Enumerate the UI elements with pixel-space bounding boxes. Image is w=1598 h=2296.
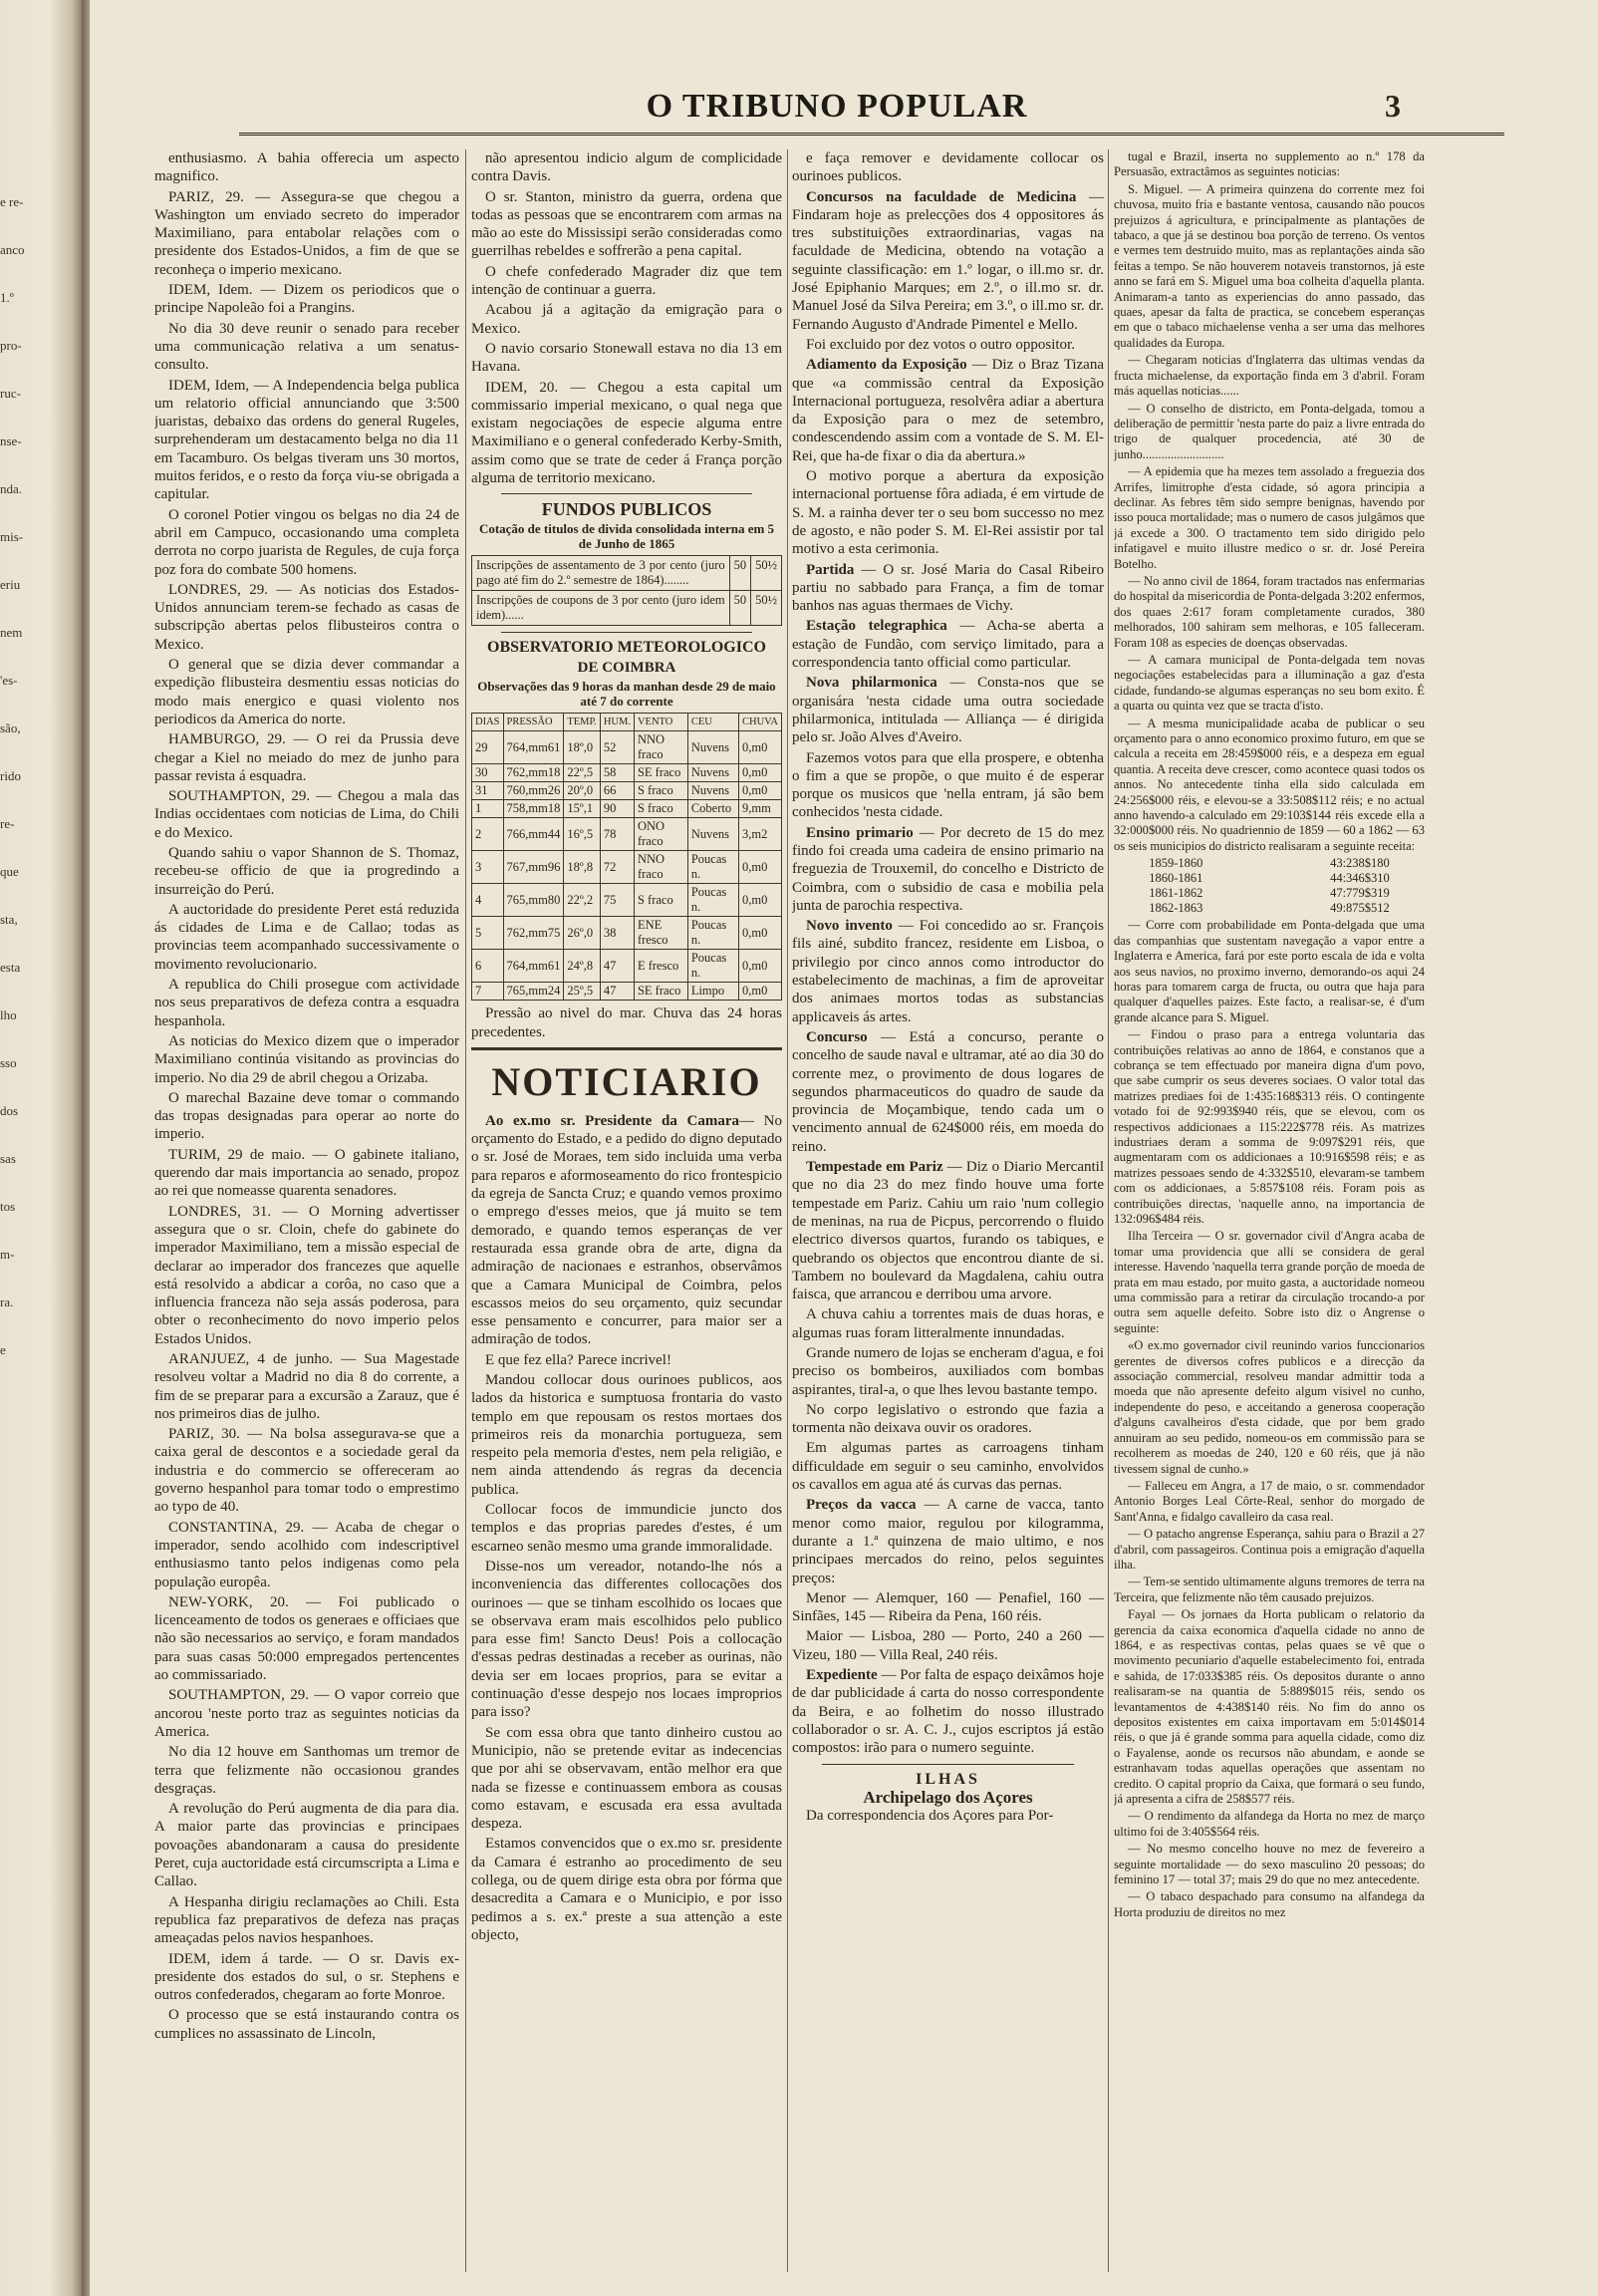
paragraph: — A epidemia que ha mezes tem assolado a freguezia dos Arrifes, limitrophe d'esta cidade, só agora principia a declinar. As febres têm sido sempre benignas, havendo por isso pouca mortalidade; mas o numero de casos julgâmos que já excede a 300. O tractamento tem sido dirigido pelo infatigavel e muito illustre medico o sr. dr. José Pereira Botelho. [1114, 464, 1425, 571]
table-row [472, 800, 782, 818]
table-cell: 1 [472, 800, 504, 818]
paragraph: IDEM, idem á tarde. — O sr. Davis ex-presidente dos estados do sul, o sr. Stephens e outros confederados, chegaram ao forte Monroe. [154, 1950, 459, 2004]
table-cell: S fraco [634, 800, 687, 818]
receita-years: 1862-1863 [1149, 901, 1203, 916]
section-divider [471, 1047, 782, 1050]
paragraph: — Corre com probabilidade em Ponta-delgada que uma das companhias que sustentam navegação a vapor entre a Inglaterra e America, fará por este porto escala de ida e volta aos seus navios, no proximo inverno, demorando-os aqui 24 horas para tomarem carga de fructa, ou outra que haja para qualquer d'aquelles paizes. Este facto, a realisar-se, é d'um grande alcance para S. Miguel. [1114, 918, 1425, 1024]
paragraph: LONDRES, 29. — As noticias dos Estados-Unidos annunciam terem-se fechado as casas de subscripção abertas pelos flibusteiros contra o Mexico. [154, 581, 459, 653]
table-cell: 24º,8 [564, 950, 600, 983]
news-item-text: Foi excluido por dez votos o outro oppositor. [806, 336, 1075, 353]
paragraph: HAMBURGO, 29. — O rei da Prussia deve chegar a Kiel no meiado do mez de junho para passar revista á esquadra. [154, 731, 459, 784]
news-item-text: — Diz o Diario Mercantil que no dia 23 do mez findo houve uma forte tempestade em Pariz. Cahiu um raio 'num collegio de meninas, na rua de Picpus, percorrendo o fluido electrico diversos quartos, furando os tabiques, e quebrando os objectos que encontrou diante de si. Tambem no boulevard da Magdalena, cahiu outra faisca, que arrancou e derribou uma arvore. [792, 1159, 1104, 1303]
column-1 [154, 149, 459, 2272]
paragraph: «O ex.mo governador civil reunindo varios funccionarios gerentes de diversos cofres publicos e a direcção da associação commercial, resolveu mandar admittir toda a moeda que não apresente defeito algum visivel no cunho, independente do peso, e acceitando a generosa cooperação d'alguns cavalheiros d'esta cidade, que por bem grado annuiram ao seu pedido, nomeou-os em commissão para se recolherem as moedas de 240, 120 e 60 réis, que já não tivessem signal de cunho.» [1114, 1338, 1425, 1476]
paragraph: O processo que se está instaurando contra os cumplices no assassinato de Lincoln, [154, 2007, 459, 2042]
table-cell: 3,m2 [739, 818, 782, 851]
left-page-fragment: anco [0, 242, 25, 257]
paragraph: — O patacho angrense Esperança, sahiu para o Brazil a 27 d'abril, com passageiros. Continua pois a emigração d'aquella ilha. [1114, 1527, 1425, 1572]
paragraph: No dia 30 deve reunir o senado para receber uma communicação relativa a um senatus-consulto. [154, 320, 459, 374]
news-item-text: — Acha-se aberta a estação de Fundão, com serviço limitado, para a correspondencia tanto official como particular. [792, 618, 1104, 672]
paragraph: Se com essa obra que tanto dinheiro custou ao Municipio, não se pretende evitar as indecencias que por ahi se observavam, então melhor era que nada se fizesse e continuassem embora as cousas como estavam, e escusada era essa avultada despeza. [471, 1724, 782, 1833]
paragraph: Fayal — Os jornaes da Horta publicam o relatorio da gerencia da caixa economica d'aquella cidade no anno de 1864, e as respectivas contas, pelas quaes se vê que o movimento pecuniario d'aquelle estabelecimento foi, entrada e sahida, de 17:033$385 réis. Os depositos durante o anno realisaram-se na quantia de 5:889$015 réis, sendo os levantamentos de 4:438$140 réis. No fim do anno os depositos existentes em caixa importavam em 5:014$014 réis, o que já é grande somma para aquella cidade, como diz o Fayalense, aonde os recursos não abundam, e aonde se estranhavam todas aquellas operações que assentam no credito. O capital proprio da Caixa, que formará o seu fundo, já apresenta a cifra de 258$577 réis. [1114, 1607, 1425, 1807]
table-row [472, 764, 782, 782]
column-header: VENTO [634, 714, 687, 731]
table-cell: 762,mm75 [503, 917, 564, 950]
news-item-text: — O sr. José Maria do Casal Ribeiro partiu no sabbado para França, a fim de tomar banhos nas aguas thermaes de Vichy. [792, 561, 1104, 615]
news-item-text: — Consta-nos que se organisára 'nesta cidade uma outra sociedade philarmonica, intitulada — Alliança — é dirigida pelo sr. João Alves d'Aveiro. [792, 675, 1104, 746]
table-cell: 0,m0 [739, 782, 782, 800]
table-cell: 16º,5 [564, 818, 600, 851]
table-cell: Limpo [687, 983, 738, 1001]
fundos-subtitle: Cotação de titulos de divida consolidada interna em 5 de Junho de 1865 [478, 520, 775, 551]
paragraph: A revolução do Perú augmenta de dia para dia. A maior parte das provincias e principaes povoações abandonaram a causa do presidente Peret, cuja auctoridade está circumscripta a Lima e Callao. [154, 1801, 459, 1890]
news-item-text: No corpo legislativo o estrondo que fazia a tormenta não deixava ouvir os oradores. [792, 1401, 1104, 1437]
news-item [792, 1028, 1104, 1156]
news-item-text: — Está a concurso, perante o concelho de saude naval e ultramar, até ao dia 30 do corrente mez, o provimento de dous logares de segundos pharmaceuticos do quadro de saude da provincia de Moçambique, tendo cada um o vencimento annual de 624$000 réis, em moeda do reino. [792, 1028, 1104, 1155]
left-page-fragment: são, [0, 720, 21, 735]
observatorio-place: DE COIMBRA [577, 659, 676, 676]
paragraph: — Chegaram noticias d'Inglaterra das ultimas vendas da fructa michaelense, da exportação finda em 3 d'abril. Foram más aquellas noticias...... [1114, 353, 1425, 399]
table-header-row [472, 714, 782, 731]
news-item-title: Adiamento da Exposição [806, 357, 967, 374]
archipelago-heading: Archipelago dos Açores [863, 1787, 1033, 1807]
news-item [792, 1666, 1104, 1757]
news-item-text: — A carne de vacca, tanto menor como maior, regulou por kilogramma, durante a 1.ª quinzena de maio ultimo, e nos principaes mercados do reino, pelos seguintes preços: [792, 1497, 1104, 1586]
paragraph: PARIZ, 30. — Na bolsa assegurava-se que a caixa geral de descontos e a sociedade geral da industria e do commercio se offereceram ao governo hespanhol para tomar todo o emprestimo ao typo de 40. [154, 1426, 459, 1516]
lead-title: Ao ex.mo sr. Presidente da Camara [485, 1112, 739, 1129]
receita-years: 1859-1860 [1149, 856, 1203, 871]
paragraph: A republica do Chili prosegue com actividade nos seus preparativos de defeza contra a esquadra hespanhola. [154, 977, 459, 1029]
receita-years: 1860-1861 [1149, 871, 1203, 886]
paragraph: — O tabaco despachado para consumo na alfandega da Horta produziu de direitos no mez [1114, 1889, 1425, 1919]
table-cell: 52 [600, 731, 634, 764]
column-3 [792, 149, 1104, 2272]
news-item [792, 1496, 1104, 1586]
fundos-desc: Inscripções de assentamento de 3 por cento (juro pago até fim do 2.º semestre de 1864)........ [472, 555, 730, 590]
table-cell: 72 [600, 851, 634, 884]
table-cell: 0,m0 [739, 731, 782, 764]
fundos-value: 50½ [751, 590, 782, 625]
news-item [792, 1401, 1104, 1438]
left-page-fragment: tos [0, 1199, 16, 1214]
table-cell: 766,mm44 [503, 818, 564, 851]
receita-amount: 43:238$180 [1330, 856, 1390, 871]
page-number: 3 [1385, 88, 1401, 124]
table-cell: 75 [600, 884, 634, 917]
table-cell: Nuvens [687, 731, 738, 764]
table-cell: 0,m0 [739, 851, 782, 884]
left-page-fragment: m- [0, 1247, 15, 1262]
table-row [472, 555, 782, 590]
table-cell: 26º,0 [564, 917, 600, 950]
table-cell: NNO fraco [634, 851, 687, 884]
masthead-title: O TRIBUNO POPULAR [646, 88, 1028, 125]
news-item [792, 561, 1104, 616]
left-page-fragment: rido [0, 768, 21, 783]
paragraph: — Tem-se sentido ultimamente alguns tremores de terra na Terceira, que felizmente não têm causado prejuizos. [1114, 1575, 1425, 1604]
paragraph: LONDRES, 31. — O Morning advertisser assegura que o sr. Cloin, chefe do gabinete do imperador Maximiliano, tem a missão especial de declarar ao imperador dos francezes que aquelle está resolvido a abdicar a corôa, no caso que a influencia franceza não seja assás poderosa, para obter o reconhecimento do novo imperio pelos Estados Unidos. [154, 1203, 459, 1347]
news-item-text: — Foi concedido ao sr. François fils ainé, subdito francez, residente em Lisboa, o privilegio por cinco annos como introductor do estabelecimento de machinas, a fim de aproveitar dos animaes mortos todas as substancias applicaveis ás artes. [792, 918, 1104, 1025]
column-header: CHUVA [739, 714, 782, 731]
column-header: TEMP. [564, 714, 600, 731]
table-cell: Coberto [687, 800, 738, 818]
news-item [792, 1158, 1104, 1303]
receita-amount: 47:779$319 [1330, 886, 1390, 901]
paragraph: O coronel Potier vingou os belgas no dia 24 de abril em Campuco, occasionando uma completa derrota no corpo juarista de Regules, de cuja força poz fora do combate 500 homens. [154, 506, 459, 578]
table-cell: 0,m0 [739, 983, 782, 1001]
paragraph: não apresentou indicio algum de complicidade contra Davis. [471, 150, 782, 185]
paragraph: IDEM, 20. — Chegou a esta capital um commissario imperial mexicano, o qual nega que existam negociações de especie alguma entre Maximiliano e o general confederado Kerby-Smith, assim como que se trate de ceder á França porção alguma de territorio mexicano. [471, 379, 782, 487]
table-cell: ENE fresco [634, 917, 687, 950]
paragraph: enthusiasmo. A bahia offerecia um aspecto magnifico. [154, 150, 459, 185]
table-row [472, 983, 782, 1001]
paragraph: IDEM, Idem, — A Independencia belga publica um relatorio official annunciando que 3:500 juaristas, debaixo das ordens do general Rugeles, surprehenderam um destacamento belga no dia 11 em Tacamburo. Os belgas tiveram uns 30 mortos, muitos feridos, e o resto da força viu-se obrigada a capitular. [154, 377, 459, 503]
paragraph: Quando sahiu o vapor Shannon de S. Thomaz, recebeu-se officio de que ia progredindo a insurreição do Perú. [154, 844, 459, 898]
table-cell: 6 [472, 950, 504, 983]
news-item [792, 336, 1104, 354]
paragraph: — A mesma municipalidade acaba de publicar o seu orçamento para o anno economico proximo futuro, em que se calcula a receita em 28:459$000 réis, e a despeza em egual quantia. A receita deve crescer, como acontece quasi todos os annos. No antecedente tinha ella sido calculada em 24:256$000 réis, e elevou-se a 33:508$112 réis; e no actual anno havendo-a calculado em 29:103$144 réis excede ella a 32:000$000 réis. No quadriennio de 1859 — 60 a 1862 — 63 os seis municipios do districto realisaram a seguinte receita: [1114, 716, 1425, 853]
receita-amount: 44:346$310 [1330, 871, 1390, 886]
table-cell: Poucas n. [687, 950, 738, 983]
table-cell: Poucas n. [687, 884, 738, 917]
table-cell: 0,m0 [739, 950, 782, 983]
paragraph: — O conselho de districto, em Ponta-delgada, tomou a deliberação de permittir 'nesta parte do paiz a livre entrada do trigo de qualquer procedencia, até 30 de junho.......................... [1114, 401, 1425, 461]
paragraph: ARANJUEZ, 4 de junho. — Sua Magestade resolveu voltar a Madrid no dia 8 do corrente, a fim de se preparar para a excursão a Zarauz, que é nos primeiros dias de julho. [154, 1351, 459, 1422]
table-row [472, 950, 782, 983]
table-cell: 20º,0 [564, 782, 600, 800]
observatorio-footer: Pressão ao nivel do mar. Chuva das 24 horas precedentes. [471, 1005, 782, 1040]
table-cell: 764,mm61 [503, 731, 564, 764]
fundos-value: 50 [729, 555, 751, 590]
left-page-fragment: lho [0, 1007, 17, 1022]
table-cell: Poucas n. [687, 917, 738, 950]
column-2 [471, 149, 782, 2272]
observatorio-table [471, 713, 782, 1001]
paragraph: Ilha Terceira — O sr. governador civil d'Angra acaba de tomar uma providencia que alli se considera de geral interesse. Havendo 'naquella terra grande porção de moeda de prata em mau estado, por muito gasta, a auctoridade nomeou uma commissão para a retirar da circulação trocando-a por outra sem aquelle defeito. Sobre isto diz o Angrense o seguinte: [1114, 1229, 1425, 1335]
news-item-text: Grande numero de lojas se encheram d'agua, e foi preciso os bombeiros, auxiliados com bombas aspirantes, tiral-a, o que lhes levou bastante tempo. [792, 1345, 1104, 1398]
table-row [1145, 901, 1394, 916]
column-header: DIAS [472, 714, 504, 731]
receita-amount: 49:875$512 [1330, 901, 1390, 916]
news-item-title: Nova philarmonica [806, 675, 937, 692]
news-item [792, 467, 1104, 558]
paragraph: A Hespanha dirigiu reclamações ao Chili. Esta republica faz preparativos de defeza nas praças ameaçadas pelos navios hespanhoes. [154, 1893, 459, 1947]
news-item [792, 917, 1104, 1026]
left-page-fragment: eriu [0, 577, 21, 592]
table-row [472, 884, 782, 917]
left-page-fragment: nda. [0, 481, 23, 496]
table-cell: 765,mm80 [503, 884, 564, 917]
paragraph: SOUTHAMPTON, 29. — O vapor correio que ancorou 'neste porto traz as seguintes noticias da America. [154, 1687, 459, 1740]
table-cell: 18º,8 [564, 851, 600, 884]
news-item [792, 1589, 1104, 1626]
table-cell: 78 [600, 818, 634, 851]
table-cell: 66 [600, 782, 634, 800]
table-cell: Poucas n. [687, 851, 738, 884]
fundos-value: 50½ [751, 555, 782, 590]
news-item [792, 1627, 1104, 1664]
paragraph: — No mesmo concelho houve no mez de fevereiro a seguinte mortalidade — do sexo masculino 20 pessoas; do feminino 17 — total 37; mais 29 do que no mez antecedente. [1114, 1842, 1425, 1887]
paragraph: Acabou já a agitação da emigração para o Mexico. [471, 302, 782, 337]
news-item-title: Estação telegraphica [806, 618, 947, 635]
table-cell: 3 [472, 851, 504, 884]
paragraph: O chefe confederado Magrader diz que tem intenção de continuar a guerra. [471, 263, 782, 299]
noticiario-heading: NOTICIARIO [491, 1058, 762, 1104]
fundos-title: FUNDOS PUBLICOS [541, 499, 712, 520]
left-page-fragment: re- [0, 816, 15, 831]
news-item [792, 188, 1104, 334]
table-row [472, 851, 782, 884]
table-cell: 762,mm18 [503, 764, 564, 782]
table-cell: 22º,2 [564, 884, 600, 917]
table-cell: 7 [472, 983, 504, 1001]
table-row [1145, 856, 1394, 871]
table-cell: 767,mm96 [503, 851, 564, 884]
left-page-fragment: nem [0, 625, 23, 640]
paragraph: PARIZ, 29. — Assegura-se que chegou a Washington um enviado secreto do imperador Maximiliano, para entabolar relações com o presidente dos Estados-Unidos, a fim de que se reconheça o imperio mexicano. [154, 188, 459, 278]
news-item-title: Novo invento [806, 918, 893, 935]
left-page-fragment: que [0, 864, 19, 879]
paragraph: — O rendimento da alfandega da Horta no mez de março ultimo foi de 3:405$564 réis. [1114, 1809, 1425, 1839]
header-rule [239, 133, 1504, 136]
table-cell: 760,mm26 [503, 782, 564, 800]
paragraph: IDEM, Idem. — Dizem os periodicos que o principe Napoleão foi a Prangins. [154, 282, 459, 317]
news-item-text: A chuva cahiu a torrentes mais de duas horas, e algumas ruas foram litteralmente innundadas. [792, 1306, 1104, 1341]
left-facing-page [0, 0, 82, 2296]
book-spine [82, 0, 90, 2296]
table-cell: 58 [600, 764, 634, 782]
section-divider [501, 493, 752, 494]
paragraph: As noticias do Mexico dizem que o imperador Maximiliano continúa visitando as provincias do imperio. No dia 29 de abril chegou a Orizaba. [154, 1032, 459, 1086]
paragraph: Disse-nos um vereador, notando-lhe nós a inconveniencia das differentes collocações dos ourinoes — que se tinham escolhido os locaes que se observava eram mais escolhidos pelo publico para esse fim! Sancto Deus! Pois a collocação d'essas pedras destinadas a receber as ourinas, não devia ser em locaes proprios, para se evitar a continuação d'esse despejo nos locaes improprios para isso? [471, 1558, 782, 1721]
paragraph: O marechal Bazaine deve tomar o commando das tropas designadas para operar ao norte do imperio. [154, 1089, 459, 1143]
news-item-text: — Diz o Braz Tizana que «a commissão central da Exposição Internacional portugueza, resolvêra adiar a abertura da Exposição para o mez de setembro, condescendendo assim com a vontade de S. M. El-Rei, que ha-de fixar o dia da abertura.» [792, 357, 1104, 464]
table-cell: 765,mm24 [503, 983, 564, 1001]
section-divider [822, 1764, 1074, 1765]
table-cell: 5 [472, 917, 504, 950]
paragraph: E que fez ella? Parece incrivel! [485, 1351, 671, 1368]
left-page-fragment: ra. [0, 1294, 14, 1309]
news-item [792, 356, 1104, 465]
table-cell: SE fraco [634, 983, 687, 1001]
paragraph: — A camara municipal de Ponta-delgada tem novas negociações estabelecidas para a illuminação a gaz d'esta cidade, fundando-se algumas esperanças no seu bom exito. É a quarta ou quinta vez que se tracta d'isto. [1114, 653, 1425, 714]
table-cell: 90 [600, 800, 634, 818]
fundos-table [471, 555, 782, 626]
news-item-text: Em algumas partes as carroagens tinham difficuldade em seguir o seu caminho, envolvidos os cavallos em agua até ás curvas das pernas. [792, 1440, 1104, 1494]
news-item-title: Preços da vacca [806, 1497, 917, 1514]
paragraph: Da correspondencia dos Açores para Por- [806, 1808, 1054, 1825]
paragraph: A auctoridade do presidente Peret está reduzida ás cidades de Lima e de Callao; todas as provincias teem acompanhado successivamente o movimento revolucionario. [154, 901, 459, 973]
paragraph [471, 1112, 782, 1349]
table-cell: SE fraco [634, 764, 687, 782]
newspaper-page [90, 0, 1598, 2296]
observatorio-title: OBSERVATORIO METEOROLOGICO [487, 638, 766, 656]
news-item [792, 617, 1104, 672]
table-cell: E fresco [634, 950, 687, 983]
paragraph: No dia 12 houve em Santhomas um tremor de terra que felizmente não occasionou grandes desgraças. [154, 1744, 459, 1797]
left-page-fragment: sta, [0, 912, 18, 927]
table-cell: 30 [472, 764, 504, 782]
news-item [792, 824, 1104, 915]
table-cell: 47 [600, 950, 634, 983]
left-page-fragment: mis- [0, 529, 24, 544]
ilhas-heading: ILHAS [916, 1770, 980, 1788]
paragraph: tugal e Brazil, inserta no supplemento ao n.º 178 da Persuasão, extractâmos as seguintes noticias: [1114, 149, 1425, 179]
table-cell: 31 [472, 782, 504, 800]
left-page-fragment: e [0, 1342, 6, 1357]
table-cell: 47 [600, 983, 634, 1001]
news-item [792, 1439, 1104, 1494]
table-cell: 758,mm18 [503, 800, 564, 818]
paragraph: Estamos convencidos que o ex.mo sr. presidente da Camara é estranho ao procedimento de seu collega, ou de quem dirige esta obra por fórma que desacredita a Camara e o Municipio, e por isso pedimos a s. ex.ª preste a sua attenção a este objecto, [471, 1836, 782, 1943]
paragraph: O general que se dizia dever commandar a expedição flibusteira desmentiu essas noticias do modo mais energico e quasi violento nos periodicos da America do norte. [154, 657, 459, 727]
table-row [1145, 886, 1394, 901]
column-rule [787, 149, 788, 2272]
lead-text: — No orçamento do Estado, e a pedido do digno deputado o sr. José de Moraes, tem sido incluida uma verba para reparos e aformoseamento do rico frontespicio da egreja de Sancta Cruz; e quando vemos proximo o emprego d'esses meios, que já muito se tem demorado, e quando temos esperanças de ver restaurada essa grande obra de arte, digna da admiração de nacionaes e estranhos, observâmos que a Camara Municipal de Coimbra, pelos escassos meios do seu orçamento, quiz secundar esse pensamento e concurrer, para maior ser a admiração de todos. [471, 1112, 782, 1348]
news-item-title: Concursos na faculdade de Medicina [806, 188, 1077, 205]
left-page-fragment: e re- [0, 194, 24, 209]
table-cell: Nuvens [687, 764, 738, 782]
left-page-fragment: sso [0, 1055, 17, 1070]
table-row [472, 917, 782, 950]
table-row [472, 590, 782, 625]
paragraph: NEW-YORK, 20. — Foi publicado o licenceamento de todos os generaes e officiaes que não são necessarios ao serviço, e foram mandados para suas casas 50:000 empregados pertencentes ao commissariado. [154, 1593, 459, 1684]
table-cell: Nuvens [687, 782, 738, 800]
table-cell: S fraco [634, 884, 687, 917]
column-header: PRESSÃO [503, 714, 564, 731]
paragraph: e faça remover e devidamente collocar os ourinoes publicos. [792, 150, 1104, 185]
table-row [1145, 871, 1394, 886]
news-item [792, 674, 1104, 746]
table-cell: 2 [472, 818, 504, 851]
receita-years: 1861-1862 [1149, 886, 1203, 901]
fundos-value: 50 [729, 590, 751, 625]
left-page-fragment: sas [0, 1151, 16, 1166]
news-item [792, 749, 1104, 822]
news-item-text: O motivo porque a abertura da exposição internacional portuense fôra adiada, é em virtude de S. M. a rainha dever ter o seu bom successo no mez de agosto, e não poder S. M. El-Rei assistir por tal motivo a esta cerimonia. [792, 468, 1104, 558]
table-cell: 4 [472, 884, 504, 917]
news-item-text: — Por decreto de 15 do mez findo foi creada uma cadeira de ensino primario na freguezia de Trouxemil, do concelho e Districto de Coimbra, com o subsidio de casa e mobilia pela junta de parochia respectiva. [792, 824, 1104, 914]
news-item-title: Concurso [806, 1028, 868, 1045]
news-item [792, 1344, 1104, 1399]
table-row [472, 818, 782, 851]
column-rule [465, 149, 466, 2272]
column-header: HUM. [600, 714, 634, 731]
table-cell: 0,m0 [739, 884, 782, 917]
news-item [792, 1305, 1104, 1342]
news-item-title: Tempestade em Pariz [806, 1159, 943, 1176]
left-page-fragment: pro- [0, 338, 22, 353]
table-cell: S fraco [634, 782, 687, 800]
table-cell: NNO fraco [634, 731, 687, 764]
paragraph: O sr. Stanton, ministro da guerra, ordena que todas as pessoas que se encontrarem com armas na mão ao este do Mississipi serão consideradas como guerrilhas rebeldes e soffrerão a pena capital. [471, 188, 782, 260]
paragraph: CONSTANTINA, 29. — Acaba de chegar o imperador, sendo acolhido com indescriptivel enthusiasmo tanto pelos indigenas como pela população europêa. [154, 1519, 459, 1590]
column-4 [1114, 149, 1425, 2272]
paragraph: O navio corsario Stonewall estava no dia 13 em Havana. [471, 340, 782, 376]
column-header: CEU [687, 714, 738, 731]
paragraph: Mandou collocar dous ourinoes publicos, aos lados da historica e sumptuosa frontaria do vasto templo em que repousam os restos mortaes dos primeiros reis da monarchia portugueza, sem respeito pela memoria d'estes, nem pela religião, e nem ainda attendendo ás regras da decencia publica. [471, 1371, 782, 1498]
left-page-fragment: 'es- [0, 673, 18, 688]
paragraph: — Falleceu em Angra, a 17 de maio, o sr. commendador Antonio Borges Leal Côrte-Real, senhor do morgado de Sant'Anna, e fidalgo cavalleiro da casa real. [1114, 1478, 1425, 1524]
paragraph: Collocar focos de immundicie juncto dos templos e das proprias paredes d'estes, é um escarneo senão mesmo uma grande immoralidade. [471, 1502, 782, 1555]
left-page-fragment: ruc- [0, 386, 21, 401]
table-cell: 25º,5 [564, 983, 600, 1001]
news-item-text: Menor — Alemquer, 160 — Penafiel, 160 — Sinfães, 145 — Ribeira da Pena, 160 réis. [792, 1589, 1104, 1625]
section-divider [501, 632, 752, 633]
table-cell: Nuvens [687, 818, 738, 851]
table-row [472, 731, 782, 764]
left-page-fragment: dos [0, 1103, 19, 1118]
paragraph: SOUTHAMPTON, 29. — Chegou a mala das Indias occidentaes com noticias de Lima, do Chili e do Mexico. [154, 788, 459, 841]
paragraph: — No anno civil de 1864, foram tractados nas enfermarias do hospital da misericordia de Ponta-delgada 3:202 enfermos, dos quaes 2:617 foram completamente curados, 380 melhorados, 100 sahiram sem melhoras, e 105 falleceram. Foram 108 as especies de doenças observadas. [1114, 573, 1425, 650]
news-item-title: Partida [806, 561, 855, 578]
fundos-desc: Inscripções de coupons de 3 por cento (juro idem idem)...... [472, 590, 730, 625]
observatorio-subtitle: Observações das 9 horas da manhan desde 29 de maio até 7 do corrente [477, 679, 776, 710]
table-cell: 22º,5 [564, 764, 600, 782]
news-item-text: — Por falta de espaço deixâmos hoje de dar publicidade á carta do nosso correspondente da Beira, e ao folhetim do nosso illustrado collaborador o sr. A. C. J., cujos escriptos já estão compostos: irão para o numero seguinte. [792, 1667, 1104, 1757]
table-cell: ONO fraco [634, 818, 687, 851]
news-item-text: Maior — Lisboa, 280 — Porto, 240 a 260 — Vizeu, 180 — Villa Real, 240 réis. [792, 1628, 1104, 1663]
paragraph: — Findou o praso para a entrega voluntaria das contribuições relativas ao anno de 1864, e constanos que a cobrança se tem effectuado por maneira digna d'um povo, que sabe cumprir os seus deveres sociaes. O valor total das matrizes prediaes foi de 1:435:168$313 réis. O contingente votado foi de 92:993$940 réis, que se elevou, com os respectivos addicionaes a 115:222$778 réis. As matrizes industriaes deram a somma de 9:097$291 réis, que augmentaram com os addicionaes a 10:916$598 réis; e as matrizes pessoaes sendo de 4:332$510, elevaram-se tambem com os addicionaes, a 5:857$108 réis. Foram pois as contribuições directas, 'naquelle anno, na importancia de 132:096$484 réis. [1114, 1027, 1425, 1226]
table-cell: 9,mm [739, 800, 782, 818]
column-rule [1108, 149, 1109, 2272]
table-cell: 29 [472, 731, 504, 764]
table-cell: 764,mm61 [503, 950, 564, 983]
left-page-fragment: esta [0, 960, 21, 975]
paragraph: S. Miguel. — A primeira quinzena do corrente mez foi chuvosa, muito fria e bastante ventosa, causando não poucos prejuizos á agricultura, e principalmente as plantações de tabaco, a que já se destinou boa porção de terreno. Os ventos e vermes tem destruido muito, mas as replantações ainda são feitas a tempo. Se não houverem notaveis transtornos, já este anno se fará em S. Miguel uma boa colheita d'aquella planta. Animaram-a tanto as experiencias do anno passado, das quaes, apesar da falta de practica, se concebem esperanças em que o tabaco michaelense venha a ser uma das melhores qualidades da Europa. [1114, 181, 1425, 350]
news-item-title: Ensino primario [806, 824, 914, 841]
table-cell: 38 [600, 917, 634, 950]
table-row [472, 782, 782, 800]
news-item-title: Expediente [806, 1667, 878, 1684]
left-page-fragment: nse- [0, 433, 22, 448]
table-cell: 0,m0 [739, 917, 782, 950]
left-page-fragment: 1.º [0, 290, 14, 305]
table-cell: 15º,1 [564, 800, 600, 818]
paragraph: TURIM, 29 de maio. — O gabinete italiano, querendo dar mais importancia ao senado, propoz ao rei que nomeasse quarenta senadores. [154, 1146, 459, 1200]
table-cell: 0,m0 [739, 764, 782, 782]
table-cell: 18º,0 [564, 731, 600, 764]
news-item-text: — Findaram hoje as prelecções dos 4 oppositores ás tres substituições extraordinarias, vagas na faculdade de Medicina, obtendo na votação a seguinte classificação: em 1.º logar, o ill.mo sr. dr. José Epiphanio Marques; em 2.º, o ill.mo sr. dr. Manuel José da Silva Pereira; em 3.º, o ill.mo sr. dr. Fernando Augusto d'Andrade Pimentel e Mello. [792, 188, 1104, 333]
news-item-text: Fazemos votos para que ella prospere, e obtenha o fim a que se propõe, o que muito é de esperar porque os musicos que 'nella entram, já são bem conhecidos 'nesta cidade. [792, 749, 1104, 821]
receita-table [1145, 856, 1394, 916]
